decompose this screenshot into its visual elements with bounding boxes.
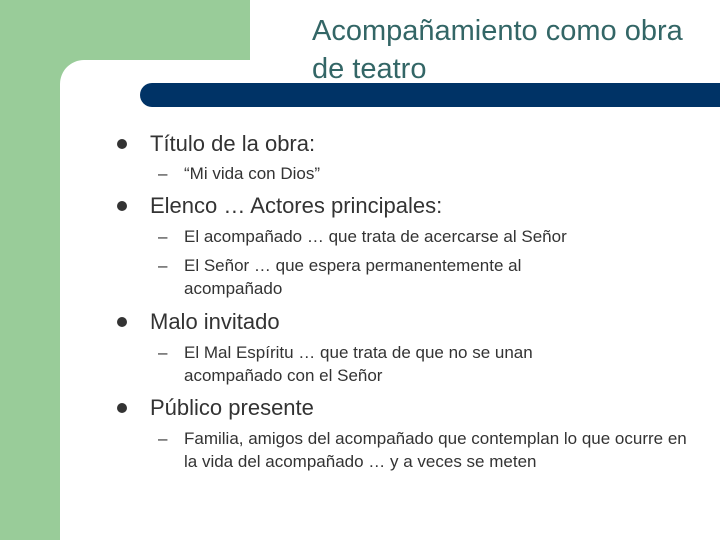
list-item: Público presente [150,395,314,420]
sub-list-item: El Mal Espíritu … que trata de que no se unan acompañado con el Señor [184,343,533,385]
sub-list-item: “Mi vida con Dios” [184,164,321,183]
dash-icon: – [158,227,168,246]
sub-list-item: Familia, amigos del acompañado que contemplan lo que ocurre en la vida del acompañado … y a veces se meten [184,429,687,471]
sub-list-item: El Señor … que espera permanentemente al acompañado [184,256,522,298]
list-item: Elenco … Actores principales: [150,193,443,218]
bullet-icon [117,201,127,211]
dash-icon: – [158,343,168,362]
list-item: Título de la obra: [150,131,316,156]
bullet-icon [117,139,127,149]
sub-list-item: El acompañado … que trata de acercarse al Señor [184,227,567,246]
dash-icon: – [158,256,168,275]
dash-icon: – [158,429,168,448]
dash-icon: – [158,164,168,183]
slide-title: Acompañamiento como obra de teatro [312,15,683,85]
bullet-icon [117,403,127,413]
list-item: Malo invitado [150,309,280,334]
bullet-icon [117,317,127,327]
